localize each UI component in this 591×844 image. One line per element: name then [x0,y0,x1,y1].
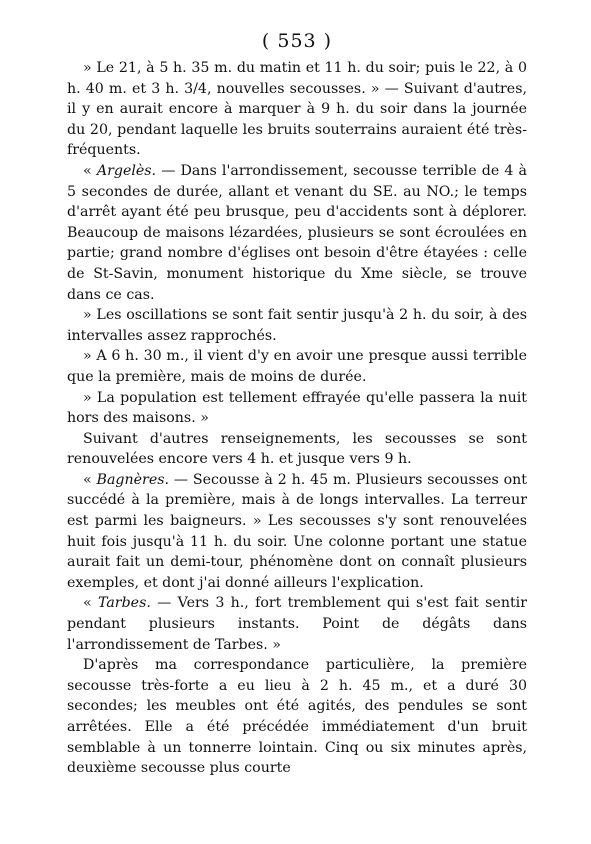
paragraph-1 [67,58,527,161]
paragraph-text: — Secousse à 2 h. 45 m. Plusieurs secousses ont succédé à la première, mais à de longs intervalles. La terreur est parmi les baigneurs. » Les secousses s'y sont renouvelées huit fois jusqu'à 11 h. du soir. Une colonne portant une statue aurait fait un demi-tour, phénomène dont on connaît plusieurs exemples, et dont j'ai donné ailleurs l'explication. [67,471,527,591]
paragraph-4 [67,346,527,387]
paragraph-tarbes [67,593,527,655]
paragraph-6 [67,429,527,470]
place-name-bagneres: Bagnères. [96,471,169,488]
paragraph-text: — Dans l'arrondissement, secousse terrible de 4 à 5 secondes de durée, allant et venant du SE. au NO.; le temps d'arrêt ayant été peu brusque, peu d'accidents sont à déplorer. Beaucoup de maisons lézardées, plusieurs se sont écroulées en partie; grand nombre d'églises ont besoin d'être étayées : celle de St-Savin, monument historique du Xme siècle, se trouve dans ce cas. [67,162,527,303]
paragraph-3 [67,305,527,346]
paragraph-argeles [67,161,527,305]
quote-mark: « [83,162,97,179]
page-number: ( 553 ) [261,30,333,52]
quote-mark: « [83,471,97,488]
document-page [67,28,527,779]
paragraph-text: D'après ma correspondance particulière, la première secousse très-forte a eu lieu à 2 h. 45 m., et a duré 30 secondes; les meubles ont été agités, des pendules se sont arrêtées. Elle a été précédée immédiatement d'un bruit semblable à un tonnerre lointain. Cinq ou six minutes après, deuxième secousse plus courte [67,657,527,777]
paragraph-text: » Le 21, à 5 h. 35 m. du matin et 11 h. du soir; puis le 22, à 0 h. 40 m. et 3 h. 3/4, nouvelles secousses. » — Suivant d'autres, il y en aurait encore à marquer à 9 h. du soir dans la journée du 20, pendant laquelle les bruits souterrains auraient été très-fréquents. [67,60,527,159]
paragraph-text: » La population est tellement effrayée qu'elle passera la nuit hors des maisons. » [67,389,527,427]
place-name-argeles: Argelès. [96,162,157,179]
quote-mark: « [83,595,98,612]
paragraph-text: Suivant d'autres renseignements, les secousses se sont renouvelées encore vers 4 h. et jusque vers 9 h. [67,430,527,468]
paragraph-text: » Les oscillations se sont fait sentir jusqu'à 2 h. du soir, à des intervalles assez rapprochés. [67,307,527,344]
paragraph-text: » A 6 h. 30 m., il vient d'y en avoir une presque aussi terrible que la première, mais de moins de durée. [67,348,527,385]
paragraph-9 [67,655,527,779]
paragraph-bagneres [67,470,527,594]
paragraph-5 [67,388,527,429]
place-name-tarbes: Tarbes. [97,595,151,612]
paragraph-text: — Vers 3 h., fort tremblement qui s'est fait sentir pendant plusieurs instants. Point de dégâts dans l'arrondissement de Tarbes. » [67,595,527,653]
